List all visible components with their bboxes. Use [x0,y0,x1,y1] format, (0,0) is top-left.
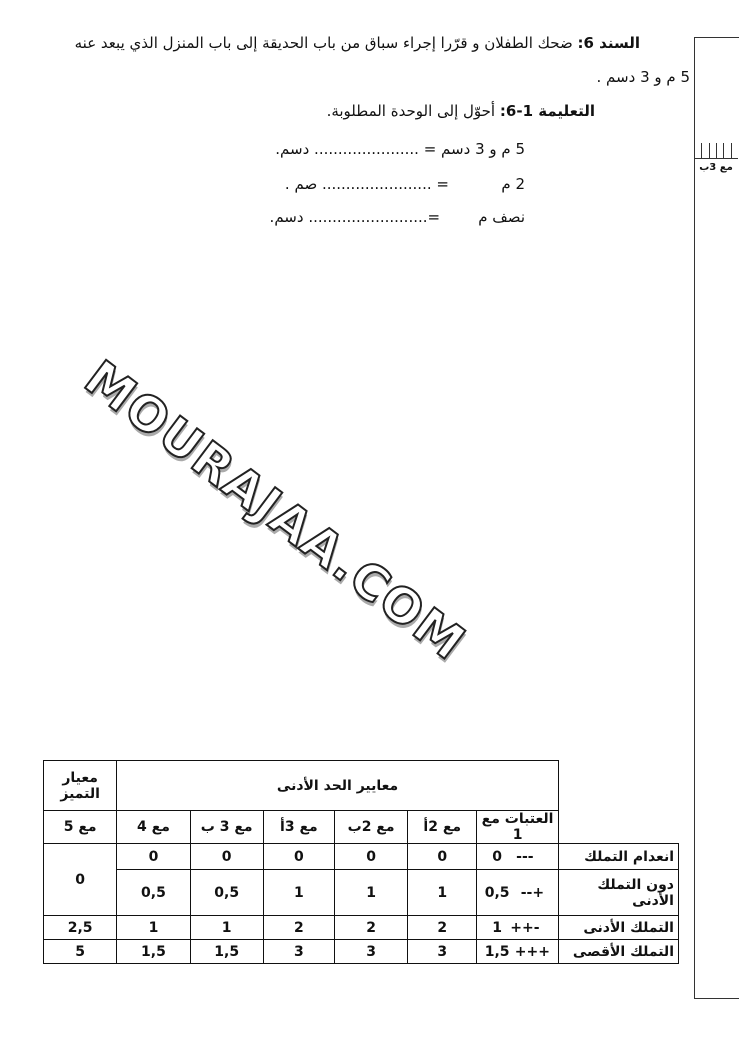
col-levels-label: العتبات [504,811,554,827]
sanad-text: ضحك الطفلان و قرّرا إجراء سباق من باب الحديقة إلى باب المنزل الذي يبعد عنه [74,34,573,52]
row-symbol: --- [516,848,534,865]
row-value: 2 [263,916,334,940]
grading-table [43,760,679,964]
margin-frame [694,37,739,999]
row-cell [477,916,559,940]
row-value: 0 [263,844,334,870]
row-cell [477,940,559,964]
col-crit-1: مع 1 [481,811,523,843]
watermark: MOURAJAA.COM [74,350,476,673]
row-label-below-min: دون التملك الأدنى [558,870,678,916]
row-value: 3 [408,940,477,964]
blank-corner [558,761,678,811]
excellence-value: 2,5 [44,916,117,940]
row-value: 1 [492,919,502,936]
row-cell [477,844,559,870]
exercise-line-1: 5 م و 3 دسم = ...................... دسم. [275,140,525,158]
excellence-value: 0 [44,844,117,916]
row-symbol: +++ [514,943,550,960]
margin-criterion-label: مع 3ب [699,162,733,173]
sanad-label: السند 6: [577,34,640,52]
row-value: 0 [334,844,407,870]
row-value: 1,5 [484,943,510,960]
row-value: 1 [190,916,263,940]
row-value: 0 [492,848,502,865]
row-value: 1 [408,870,477,916]
row-value: 3 [334,940,407,964]
row-value: 1,5 [190,940,263,964]
row-symbol: +-- [520,884,545,901]
col-levels-crit1 [477,811,559,844]
col-crit-2b: مع 2ب [334,811,407,844]
row-value: 1 [117,916,190,940]
row-label-min: التملك الأدنى [558,916,678,940]
row-value: 0,5 [484,884,510,901]
row-label-max: التملك الأقصى [558,940,678,964]
exercise-line-3: نصف م =......................... دسم. [269,208,525,226]
instruction-label: التعليمة 1-6: [499,102,595,120]
blank-cell [558,811,678,844]
header-min-criteria: معايير الحد الأدنى [117,761,558,811]
row-value: 2 [408,916,477,940]
instruction-line [327,102,595,120]
sanad-line-1 [75,34,640,52]
row-value: 0 [190,844,263,870]
excellence-value: 5 [44,940,117,964]
col-crit-2a: مع 2أ [408,811,477,844]
row-value: 1 [263,870,334,916]
exercise-line-2: 2 م = ....................... صم . [284,175,525,193]
row-value: 2 [334,916,407,940]
header-excellence: معيار التميز [44,761,117,811]
row-value: 0,5 [190,870,263,916]
row-value: 1 [334,870,407,916]
instruction-text: أحوّل إلى الوحدة المطلوبة. [326,102,496,120]
row-value: 1,5 [117,940,190,964]
row-value: 3 [263,940,334,964]
col-crit-3b: مع 3 ب [190,811,263,844]
sanad-line-2: 5 م و 3 دسم . [596,68,690,86]
row-symbol: -++ [510,919,540,936]
row-value: 0,5 [117,870,190,916]
row-label-none: انعدام التملك [558,844,678,870]
row-value: 0 [408,844,477,870]
col-crit-3a: مع 3أ [263,811,334,844]
row-cell [477,870,559,916]
row-value: 0 [117,844,190,870]
col-crit-5: مع 5 [44,811,117,844]
col-crit-4: مع 4 [117,811,190,844]
margin-score-boxes [694,143,738,159]
